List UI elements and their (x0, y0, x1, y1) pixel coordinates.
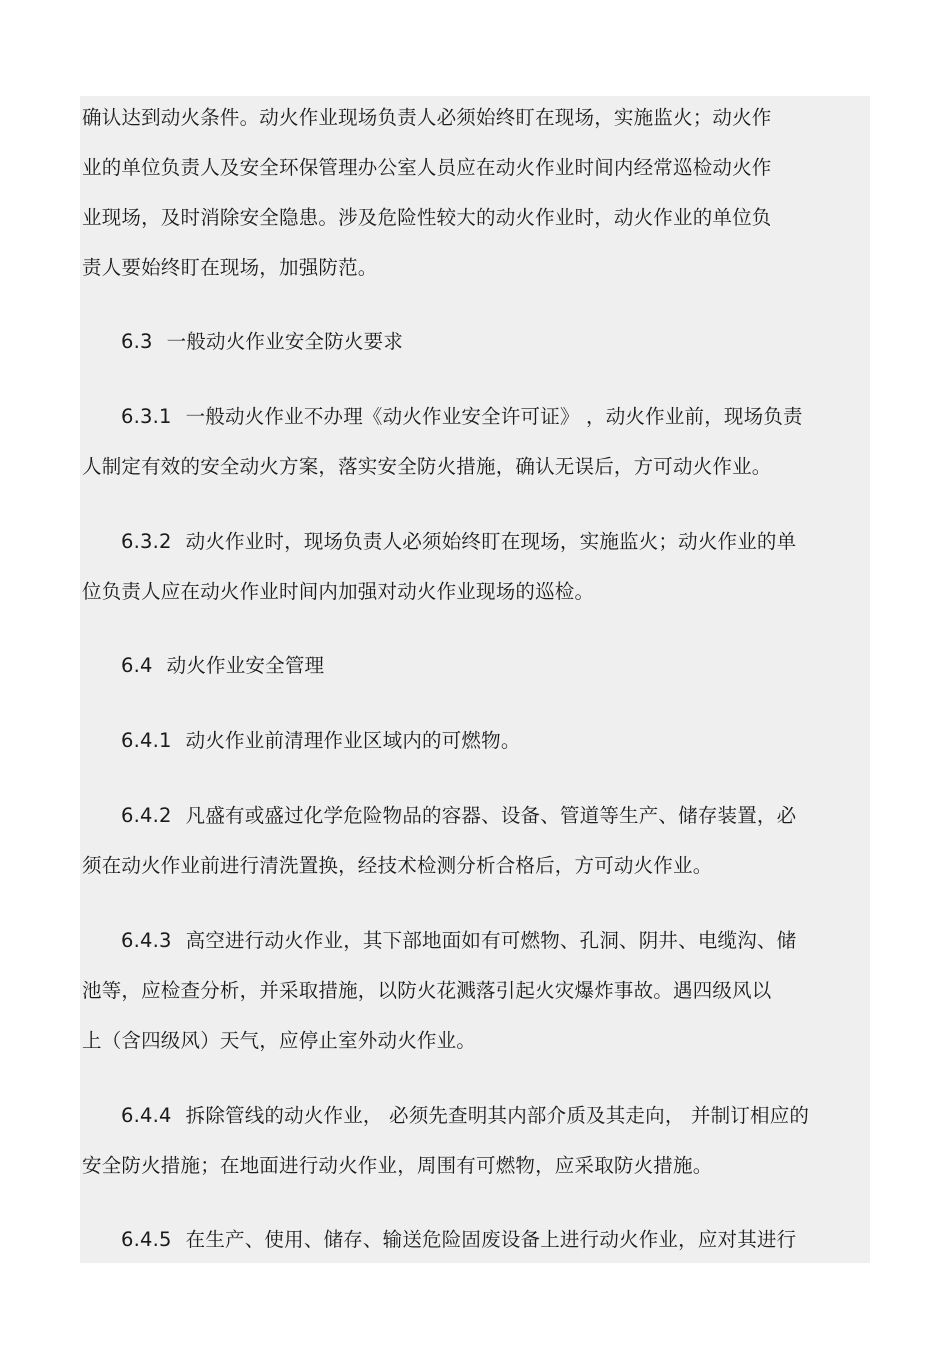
clause-first-line (121, 1103, 809, 1129)
section-heading (121, 329, 403, 355)
section-title: 动火作业安全管理 (166, 654, 325, 677)
clause-first-line (121, 529, 796, 555)
clause-text: 拆除管线的动火作业， 必须先查明其内部介质及其走向， 并制订相应的 (185, 1104, 810, 1127)
clause-number: 6.3.2 (121, 530, 172, 553)
clause-number: 6.4.2 (121, 804, 172, 827)
clause-number: 6.3.1 (121, 405, 172, 428)
text-line: 责人要始终盯在现场，加强防范。 (82, 256, 378, 279)
clause-text: 凡盛有或盛过化学危险物品的容器、设备、管道等生产、储存装置，必 (185, 804, 797, 827)
section-number: 6.4 (121, 654, 153, 677)
text-line: 人制定有效的安全动火方案，落实安全防火措施，确认无误后，方可动火作业。 (82, 455, 772, 478)
text-line: 确认达到动火条件。动火作业现场负责人必须始终盯在现场，实施监火；动火作 (82, 106, 772, 129)
section-title: 一般动火作业安全防火要求 (166, 330, 404, 353)
text-line: 位负责人应在动火作业时间内加强对动火作业现场的巡检。 (82, 580, 595, 603)
clause-number: 6.4.4 (121, 1104, 172, 1127)
section-number: 6.3 (121, 330, 153, 353)
clause-text: 一般动火作业不办理《动火作业安全许可证》 ，动火作业前，现场负责 (185, 405, 803, 428)
text-line: 须在动火作业前进行清洗置换，经技术检测分析合格后，方可动火作业。 (82, 854, 713, 877)
text-line: 池等，应检查分析，并采取措施，以防火花溅落引起火灾爆炸事故。遇四级风以 (82, 979, 772, 1002)
clause-number: 6.4.5 (121, 1228, 172, 1251)
clause-number: 6.4.3 (121, 929, 172, 952)
clause-first-line (121, 404, 803, 430)
clause-first-line (121, 928, 796, 954)
text-line: 业的单位负责人及安全环保管理办公室人员应在动火作业时间内经常巡检动火作 (82, 156, 772, 179)
clause-first-line (121, 728, 521, 754)
clause-text: 在生产、使用、储存、输送危险固废设备上进行动火作业，应对其进行 (185, 1228, 797, 1251)
text-line: 安全防火措施；在地面进行动火作业，周围有可燃物，应采取防火措施。 (82, 1154, 713, 1177)
clause-text: 动火作业时，现场负责人必须始终盯在现场，实施监火；动火作业的单 (185, 530, 797, 553)
clause-number: 6.4.1 (121, 729, 172, 752)
text-line: 业现场，及时消除安全隐患。涉及危险性较大的动火作业时，动火作业的单位负 (82, 206, 772, 229)
section-heading (121, 653, 324, 679)
clause-first-line (121, 803, 796, 829)
clause-text: 高空进行动火作业，其下部地面如有可燃物、孔洞、阴井、电缆沟、储 (185, 929, 797, 952)
text-line: 上（含四级风）天气，应停止室外动火作业。 (82, 1029, 477, 1052)
clause-text: 动火作业前清理作业区域内的可燃物。 (185, 729, 521, 752)
clause-first-line (121, 1227, 796, 1253)
